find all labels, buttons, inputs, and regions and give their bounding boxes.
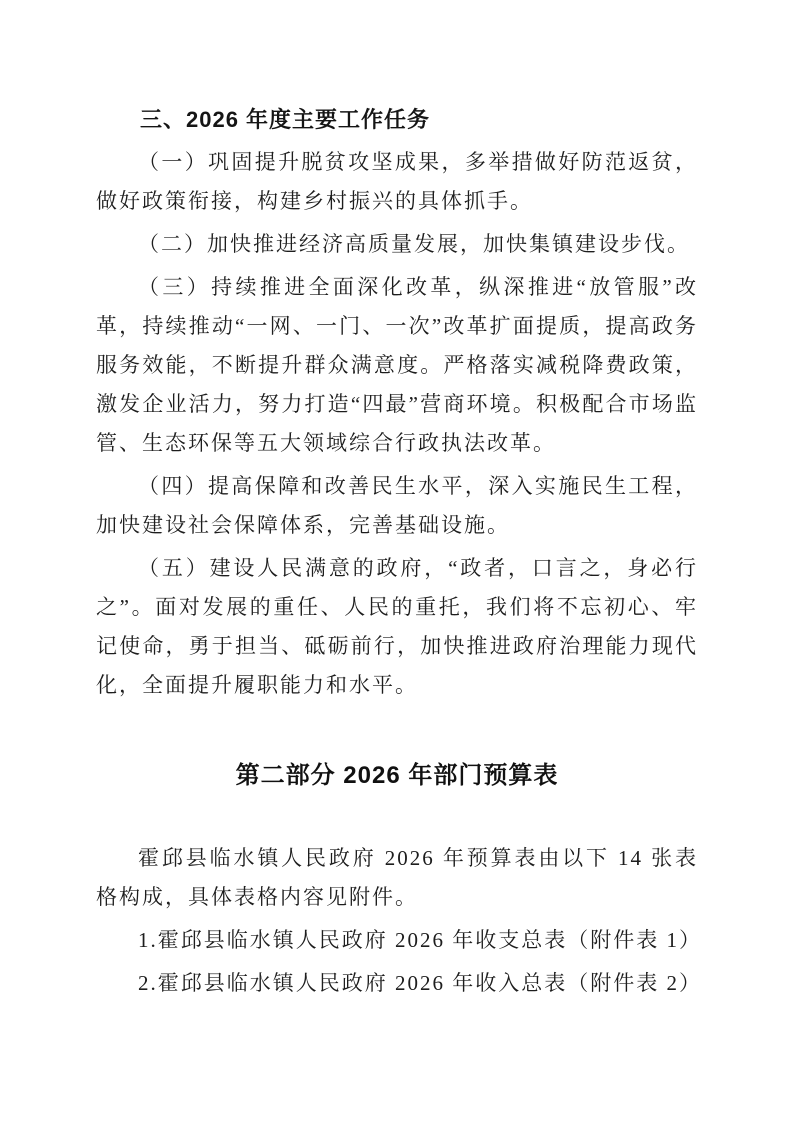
part2-table-list-item-1: 1.霍邱县临水镇人民政府 2026 年收支总表（附件表 1） — [138, 928, 702, 952]
part2-heading: 第二部分 2026 年部门预算表 — [235, 762, 559, 789]
section3-paragraph-1: （一）巩固提升脱贫攻坚成果，多举措做好防范返贫，做好政策衔接，构建乡村振兴的具体抓手。 — [96, 150, 698, 213]
section3-heading: 三、2026 年度主要工作任务 — [140, 107, 431, 132]
section3-paragraph-5: （五）建设人民满意的政府，“政者，口言之，身必行之”。面对发展的重任、人民的重托，我们将不忘初心、牢记使命，勇于担当、砥砺前行，加快推进政府治理能力现代化，全面提升履职能力和水平。 — [96, 556, 698, 697]
part2-table-list-item-2: 2.霍邱县临水镇人民政府 2026 年收入总表（附件表 2） — [138, 971, 702, 995]
part2-intro: 霍邱县临水镇人民政府 2026 年预算表由以下 14 张表格构成，具体表格内容见附件。 — [96, 846, 698, 909]
section3-paragraph-3: （三）持续推进全面深化改革，纵深推进“放管服”改革，持续推动“一网、一门、一次”改革扩面提质，提高政务服务效能，不断提升群众满意度。严格落实减税降费政策，激发企业活力，努力打造“四最”营商环境。积极配合市场监管、生态环保等五大领域综合行政执法改革。 — [96, 275, 698, 455]
section3-paragraph-2: （二）加快推进经济高质量发展，加快集镇建设步伐。 — [138, 232, 690, 256]
section3-paragraph-4: （四）提高保障和改善民生水平，深入实施民生工程，加快建设社会保障体系，完善基础设施。 — [96, 474, 698, 537]
